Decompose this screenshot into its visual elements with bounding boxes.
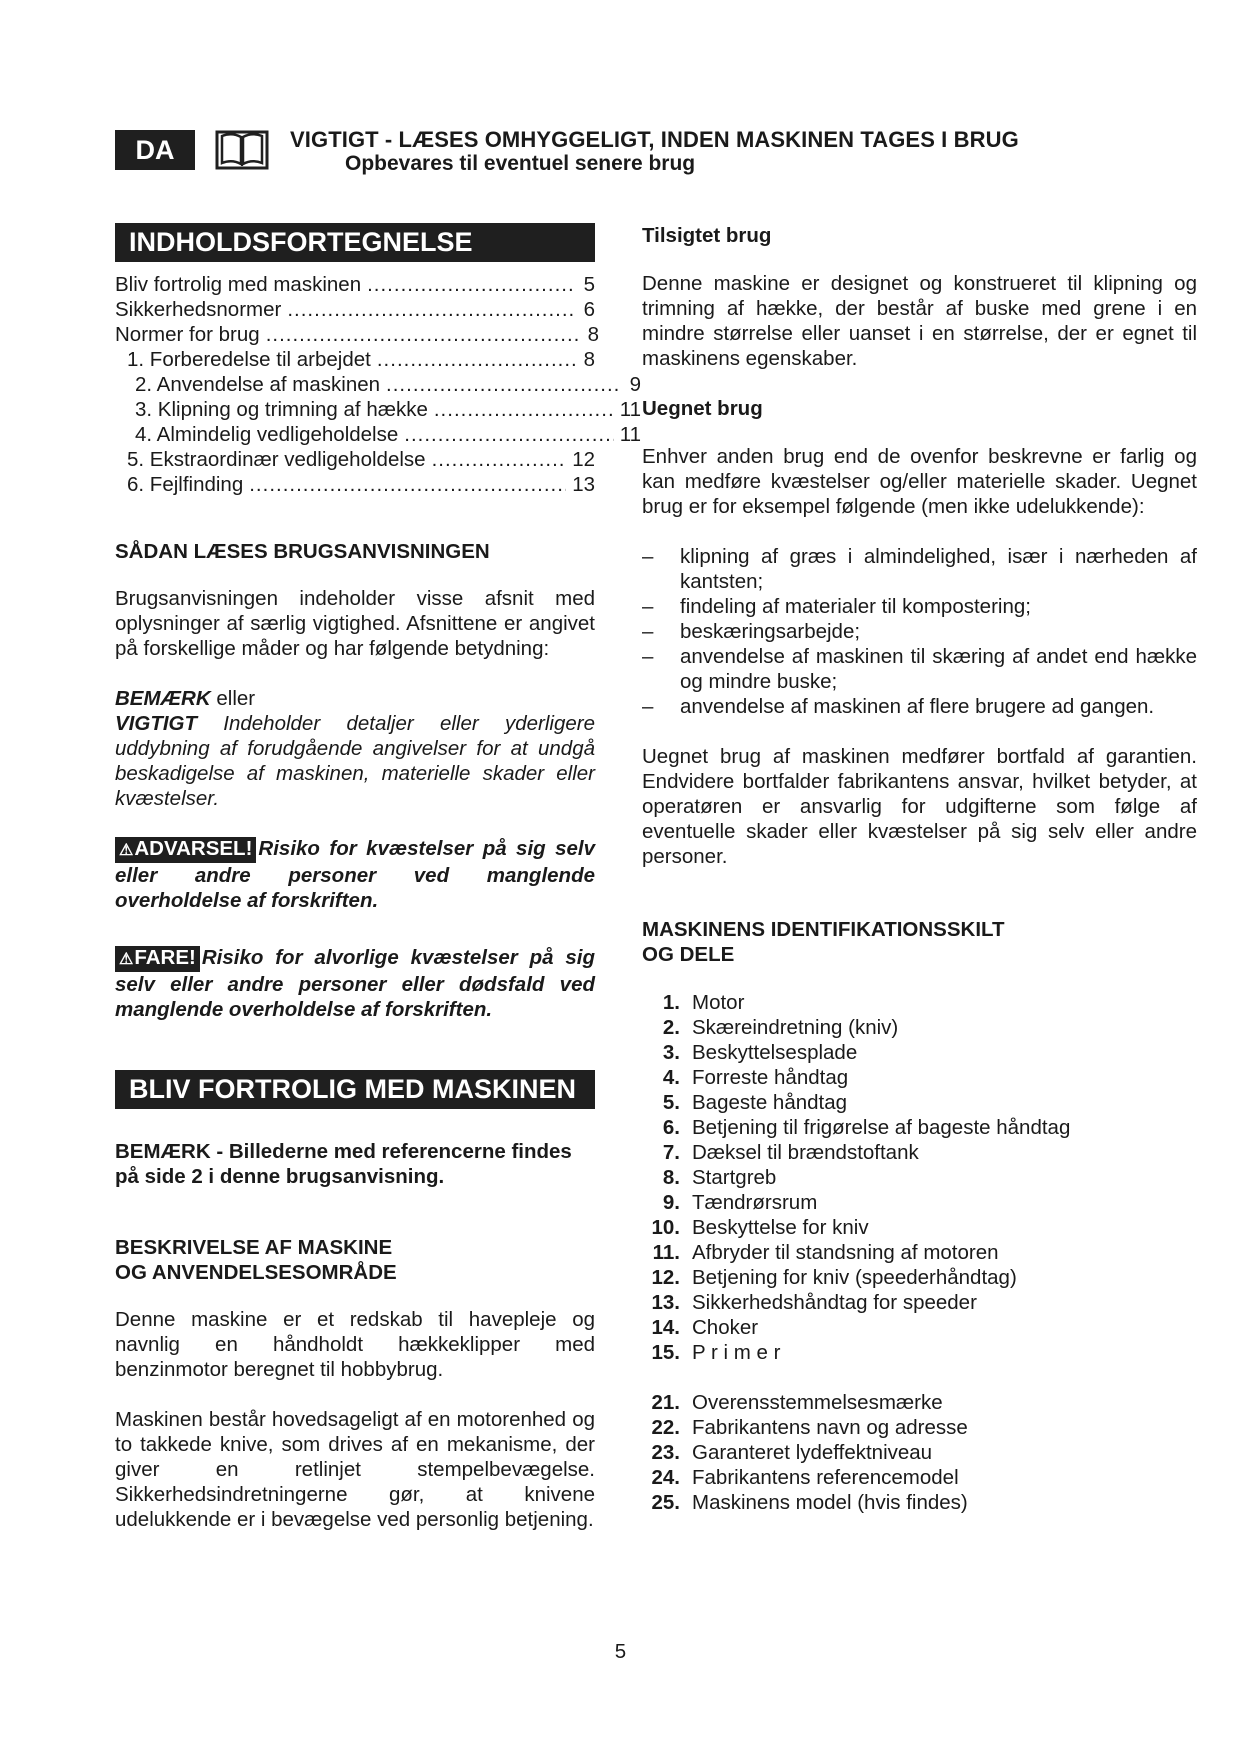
list-item — [642, 1115, 1197, 1140]
toc-leader — [367, 272, 575, 297]
improper-use-text: Enhver anden brug end de ovenfor beskrevne er farlig og kan medføre kvæstelser og/eller materielle skader. Uegnet brug er for eksempel følgende (men ikke udelukkende): — [642, 445, 1197, 518]
part-number: 14. — [651, 1316, 680, 1339]
part-label: Sikkerhedshåndtag for speeder — [692, 1291, 977, 1314]
table-of-contents — [115, 272, 641, 497]
list-item: – klipning af græs i almindelighed, især i nærheden af kantsten; — [642, 544, 1197, 594]
toc-entry-label: 2. Anvendelse af maskinen — [135, 373, 381, 396]
toc-leader — [377, 347, 575, 372]
toc-entry[interactable] — [115, 397, 641, 422]
list-item — [642, 1315, 1197, 1340]
part-label: Dæksel til brændstoftank — [692, 1141, 919, 1164]
part-label: Beskyttelse for kniv — [692, 1216, 869, 1239]
danger-text: Risiko for alvorlige kvæstelser på sig selv eller andre personer eller dødsfald ved manglende overholdelse af forskriften. — [115, 946, 595, 1021]
warning-triangle-icon: ⚠ — [119, 842, 134, 859]
part-number: 21. — [651, 1391, 680, 1414]
toc-entry-label: Sikkerhedsnormer — [115, 298, 282, 321]
list-item — [642, 1065, 1197, 1090]
familiar-section-title: BLIV FORTROLIG MED MASKINEN — [115, 1070, 595, 1109]
toc-entry-page: 13 — [572, 473, 595, 496]
part-number: 4. — [662, 1066, 680, 1089]
danger-badge — [115, 946, 200, 972]
toc-entry-page: 11 — [619, 423, 641, 446]
identification-title-line: OG DELE — [642, 943, 735, 966]
left-column — [115, 223, 641, 1532]
part-label: Maskinens model (hvis findes) — [692, 1491, 968, 1514]
part-number: 8. — [662, 1166, 680, 1189]
improper-use-title: Uegnet brug — [642, 397, 763, 420]
note-or: eller — [210, 687, 256, 710]
toc-entry-label: Normer for brug — [115, 323, 260, 346]
part-number: 7. — [662, 1141, 680, 1164]
list-item: – anvendelse af maskinen til skæring af andet end hække og mindre buske; — [642, 644, 1197, 694]
toc-entry-page: 6 — [583, 298, 595, 321]
part-number: 5. — [662, 1091, 680, 1114]
list-item — [642, 1215, 1197, 1240]
description-paragraph: Denne maskine er et redskab til havepleje og navnlig en håndholdt hækkeklipper med benzinmotor beregnet til hobbybrug. — [115, 1308, 595, 1381]
part-number: 3. — [662, 1041, 680, 1064]
list-item: – anvendelse af maskinen af flere brugere ad gangen. — [642, 694, 1197, 719]
part-number: 24. — [651, 1466, 680, 1489]
list-item — [642, 1415, 1197, 1440]
description-title-line: OG ANVENDELSESOMRÅDE — [115, 1261, 397, 1284]
toc-entry-label: 3. Klipning og trimning af hække — [135, 398, 428, 421]
intended-use-text: Denne maskine er designet og konstrueret til klipning og trimning af hække, der består af buske med grene i en mindre størrelse eller uanset i en størrelse, der er egnet til maskinens egenskaber. — [642, 272, 1197, 370]
part-label: Overensstemmelsesmærke — [692, 1391, 943, 1414]
language-code: DA — [135, 134, 175, 165]
toc-leader — [404, 422, 613, 447]
part-number: 1. — [662, 991, 680, 1014]
book-icon — [214, 128, 270, 174]
reading-guide-text: Brugsanvisningen indeholder visse afsnit med oplysninger af særlig vigtighed. Afsnittene er angivet på forskellige måder og har følgende betydning: — [115, 587, 595, 660]
toc-leader — [287, 297, 575, 322]
toc-entry[interactable] — [115, 297, 595, 322]
page-number: 5 — [614, 1640, 627, 1663]
language-tag — [115, 130, 195, 170]
toc-entry-label: 4. Almindelig vedligeholdelse — [135, 423, 399, 446]
list-item — [642, 1265, 1197, 1290]
toc-leader — [266, 322, 579, 347]
toc-entry-label: 6. Fejlfinding — [127, 473, 244, 496]
part-number: 15. — [651, 1341, 680, 1364]
danger-badge-label: FARE! — [134, 946, 196, 969]
list-item — [642, 1240, 1197, 1265]
part-number: 6. — [662, 1116, 680, 1139]
toc-entry-page: 8 — [587, 323, 599, 346]
identification-title — [642, 917, 1197, 967]
toc-entry-label: Bliv fortrolig med maskinen — [115, 273, 362, 296]
part-label: Betjening for kniv (speederhåndtag) — [692, 1266, 1017, 1289]
list-item — [642, 1490, 1197, 1515]
note-word: BEMÆRK — [115, 687, 211, 710]
part-label: Garanteret lydeffektniveau — [692, 1441, 933, 1464]
toc-entry[interactable] — [115, 347, 595, 372]
description-title — [115, 1235, 595, 1285]
part-number: 10. — [651, 1216, 680, 1239]
list-item — [642, 1090, 1197, 1115]
toc-entry[interactable] — [115, 447, 595, 472]
toc-leader — [249, 472, 566, 497]
warning-badge-label: ADVARSEL! — [134, 837, 253, 860]
part-number: 9. — [662, 1191, 680, 1214]
part-label: Afbryder til standsning af motoren — [692, 1241, 999, 1264]
list-item: – findeling af materialer til kompostering; — [642, 594, 1197, 619]
part-number: 13. — [651, 1291, 680, 1314]
vigtigt-text: Indeholder detaljer eller yderligere uddybning af forudgående angivelser for at undgå beskadigelse af maskinen, materielle skader eller kvæstelser. — [115, 712, 595, 810]
part-label: Fabrikantens navn og adresse — [692, 1416, 968, 1439]
part-number: 22. — [651, 1416, 680, 1439]
note-legend — [115, 686, 595, 811]
toc-leader — [432, 447, 567, 472]
part-label: Beskyttelsesplade — [692, 1041, 858, 1064]
list-item — [642, 990, 1197, 1015]
part-number: 12. — [651, 1266, 680, 1289]
list-item — [642, 1015, 1197, 1040]
list-item: – beskæringsarbejde; — [642, 619, 1197, 644]
part-label: Startgreb — [692, 1166, 777, 1189]
parts-list — [642, 990, 1197, 1515]
warning-legend — [115, 836, 595, 913]
part-label: Choker — [692, 1316, 759, 1339]
list-item — [642, 1190, 1197, 1215]
toc-entry[interactable] — [115, 372, 641, 397]
toc-entry-label: 5. Ekstraordinær vedligeholdelse — [127, 448, 426, 471]
list-spacer — [642, 1365, 1197, 1390]
improper-use-list — [642, 544, 1197, 719]
description-paragraph: Maskinen består hovedsageligt af en motorenhed og to takkede knive, som drives af en mekanisme, der giver en retlinjet stempelbevægelse. Sikkerhedsindretningerne gør, at knivene udelukkende er i bevægelse ved personlig betjening. — [115, 1408, 595, 1531]
header-subtitle: Opbevares til eventuel senere brug — [345, 152, 696, 175]
warranty-text: Uegnet brug af maskinen medfører bortfald af garantien. Endvidere bortfalder fabrikantens ansvar, hvilket betyder, at operatøren er ansvarlig for udgifterne som følge af eventuelle skader eller kvæstelser på sig selv eller andre personer. — [642, 745, 1197, 868]
identification-title-line: MASKINENS IDENTIFIKATIONSSKILT — [642, 918, 1005, 941]
reading-guide-title: SÅDAN LÆSES BRUGSANVISNINGEN — [115, 540, 490, 563]
toc-entry-page: 12 — [572, 448, 595, 471]
part-label: Forreste håndtag — [692, 1066, 849, 1089]
warning-badge — [115, 837, 256, 863]
toc-entry[interactable] — [115, 422, 641, 447]
part-number: 2. — [662, 1016, 680, 1039]
toc-entry-page: 11 — [619, 398, 641, 421]
description-title-line: BESKRIVELSE AF MASKINE — [115, 1236, 393, 1259]
toc-entry-page: 9 — [629, 373, 641, 396]
toc-entry[interactable] — [115, 322, 599, 347]
list-item — [642, 1290, 1197, 1315]
toc-entry[interactable] — [115, 272, 595, 297]
toc-entry-page: 5 — [583, 273, 595, 296]
familiar-note: BEMÆRK - Billederne med referencerne findes på side 2 i denne brugsanvisning. — [115, 1140, 572, 1188]
part-number: 25. — [651, 1491, 680, 1514]
header-title: VIGTIGT - LÆSES OMHYGGELIGT, INDEN MASKINEN TAGES I BRUG — [290, 127, 1019, 152]
part-label: P r i m e r — [692, 1341, 781, 1364]
part-number: 23. — [651, 1441, 680, 1464]
list-item — [642, 1465, 1197, 1490]
list-item — [642, 1340, 1197, 1365]
part-label: Betjening til frigørelse af bageste håndtag — [692, 1116, 1071, 1139]
toc-leader — [434, 397, 614, 422]
part-label: Motor — [692, 991, 745, 1014]
list-item — [642, 1390, 1197, 1415]
warning-text: Risiko for kvæstelser på sig selv eller andre personer ved manglende overholdelse af forskriften. — [115, 837, 595, 912]
toc-entry-label: 1. Forberedelse til arbejdet — [127, 348, 371, 371]
part-label: Tændrørsrum — [692, 1191, 818, 1214]
list-item — [642, 1165, 1197, 1190]
list-item — [642, 1440, 1197, 1465]
part-label: Skæreindretning (kniv) — [692, 1016, 899, 1039]
part-number: 11. — [652, 1241, 680, 1264]
vigtigt-word: VIGTIGT — [115, 712, 197, 735]
list-item — [642, 1140, 1197, 1165]
right-column — [642, 223, 1197, 1515]
danger-legend — [115, 945, 595, 1022]
part-label: Fabrikantens referencemodel — [692, 1466, 959, 1489]
toc-entry-page: 8 — [583, 348, 595, 371]
toc-leader — [386, 372, 621, 397]
part-label: Bageste håndtag — [692, 1091, 848, 1114]
toc-entry[interactable] — [115, 472, 595, 497]
danger-triangle-icon: ⚠ — [119, 951, 134, 968]
intended-use-title: Tilsigtet brug — [642, 224, 772, 247]
toc-title: INDHOLDSFORTEGNELSE — [115, 223, 595, 262]
list-item — [642, 1040, 1197, 1065]
